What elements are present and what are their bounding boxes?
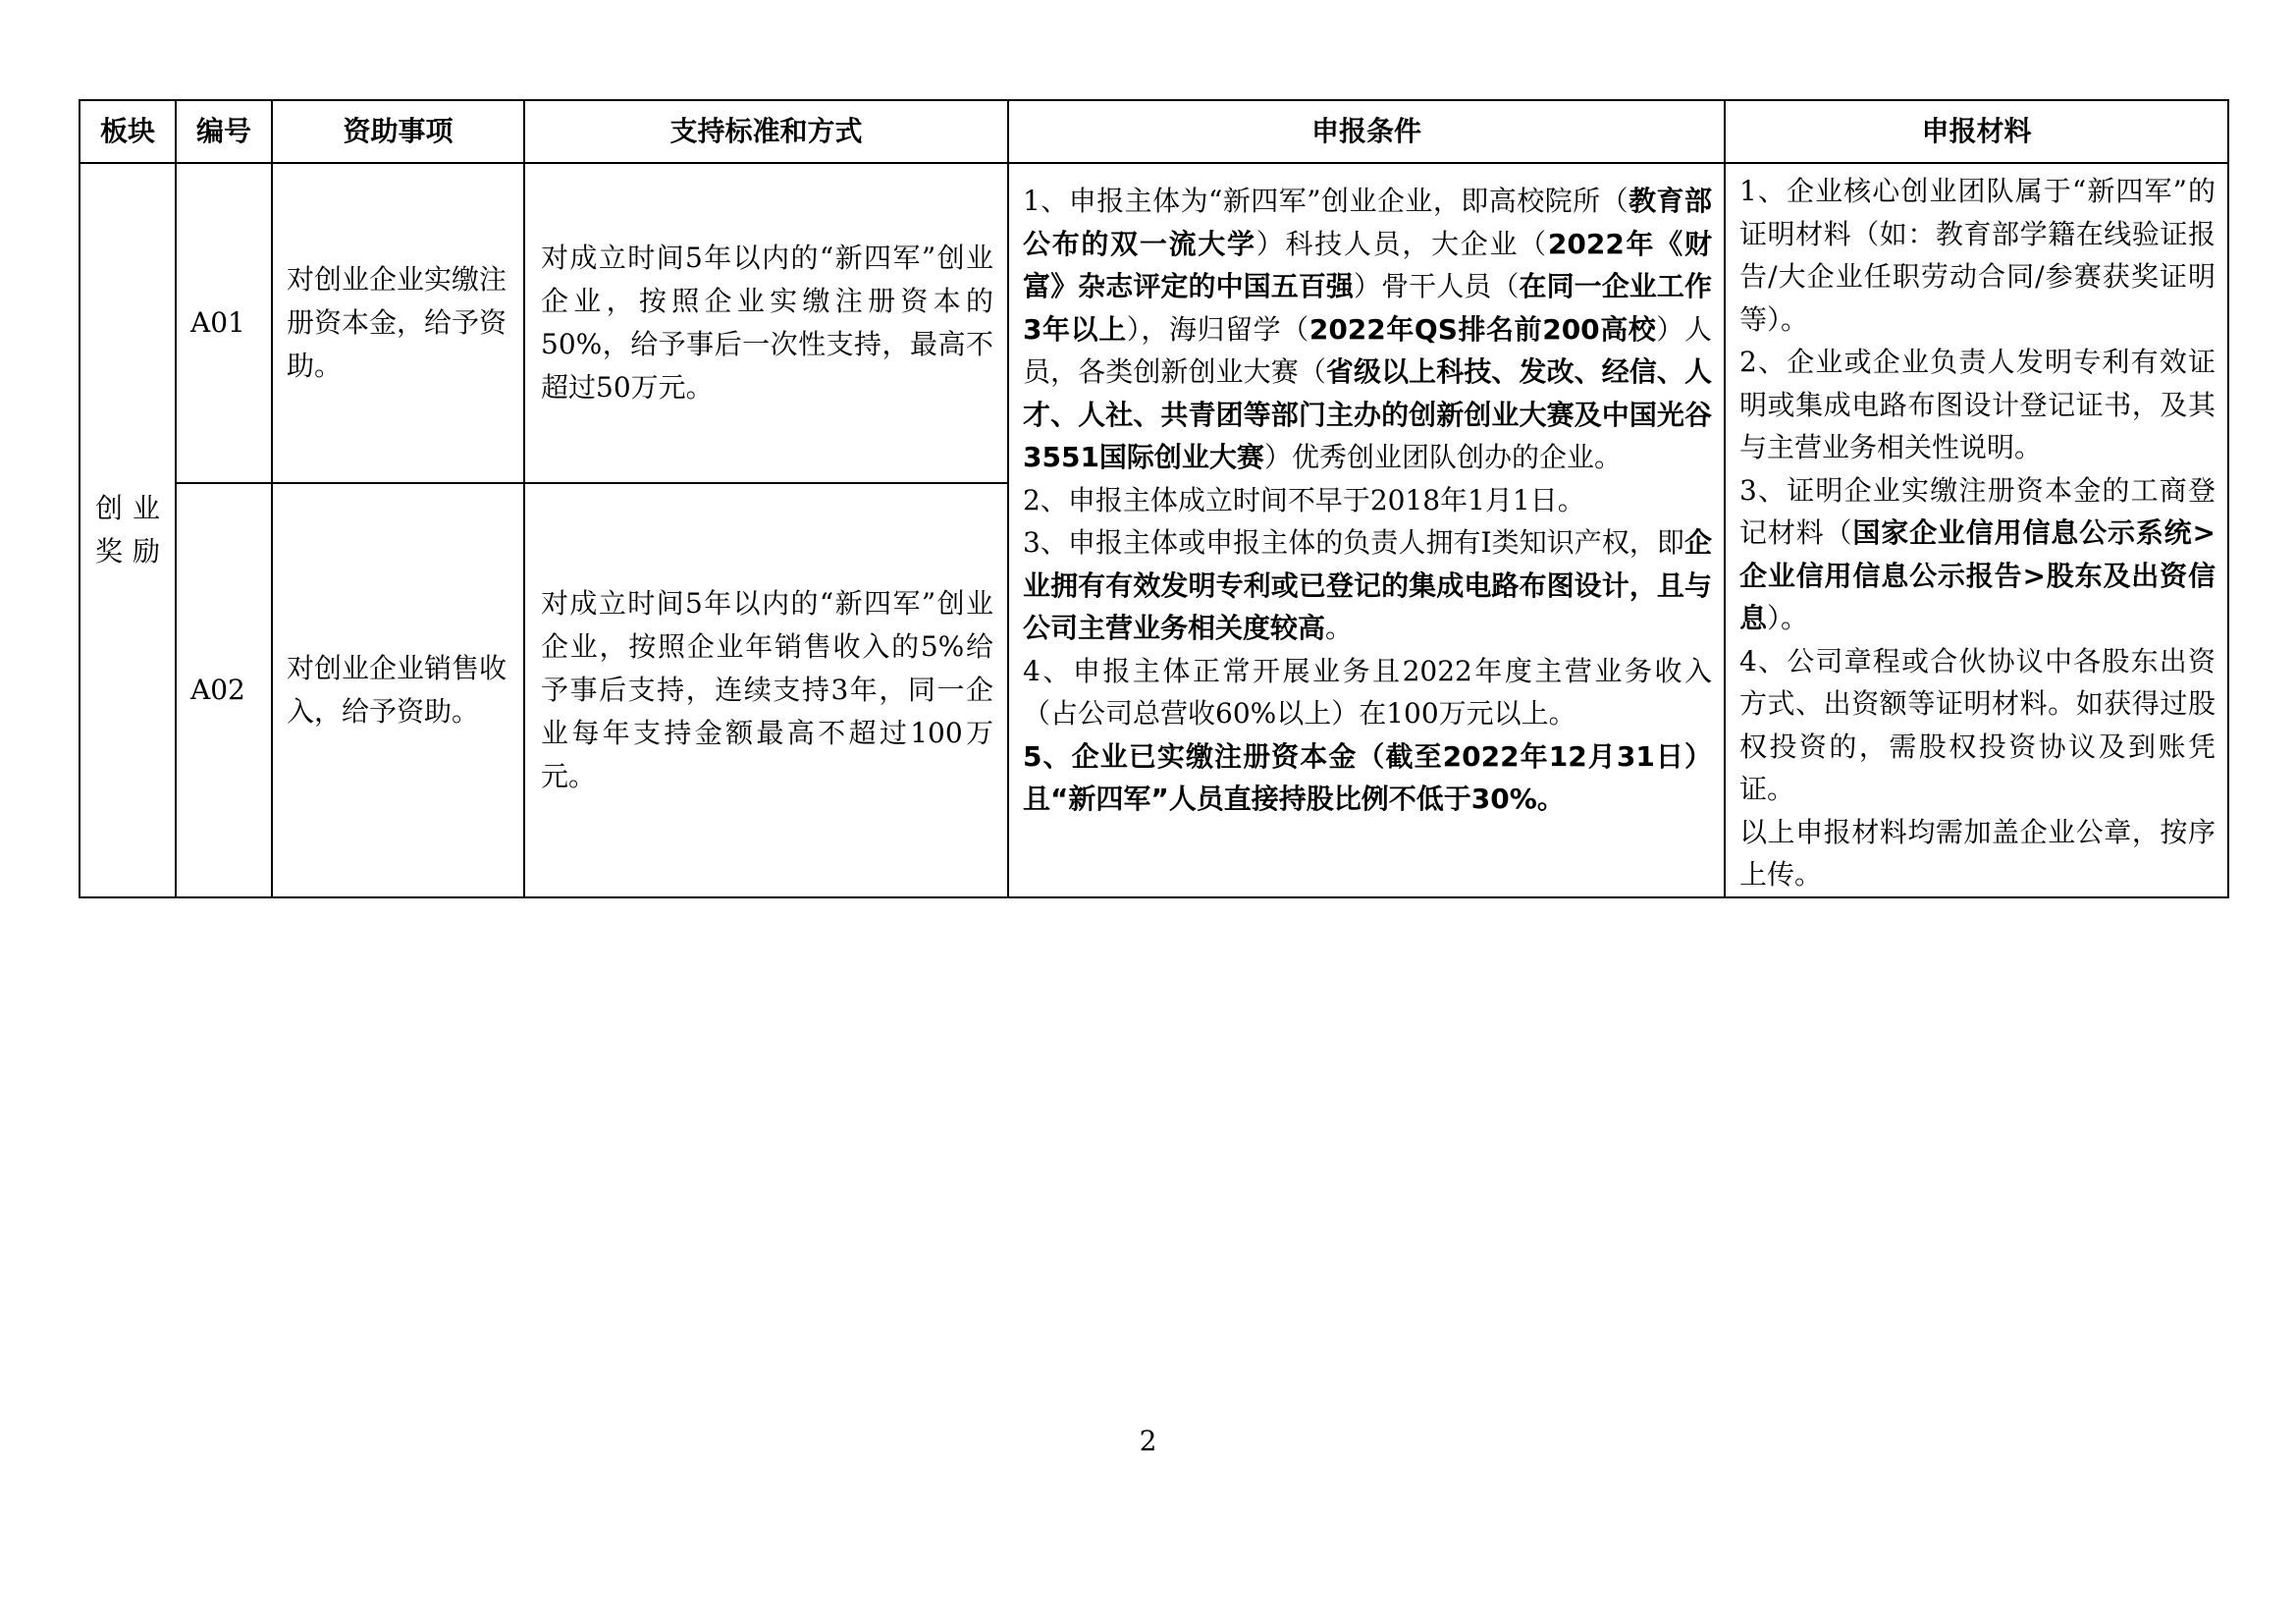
material-3-text: ）。 (1767, 602, 1809, 634)
item-cell: 对创业企业实缴注册资本金，给予资助。 (272, 163, 524, 483)
condition-1-text: ）人员，各类创新创业大赛（ (1023, 312, 1712, 388)
material-5: 以上申报材料均需加盖企业公章，按序上传。 (1739, 815, 2216, 891)
header-materials: 申报材料 (1725, 100, 2228, 163)
header-standard: 支持标准和方式 (524, 100, 1008, 163)
material-2: 2、企业或企业负责人发明专利有效证明或集成电路布图设计登记证书，及其与主营业务相关性说明。 (1739, 346, 2216, 463)
material-4: 4、公司章程或合伙协议中各股东出资方式、出资额等证明材料。如获得过股权投资的，需股权投资协议及到账凭证。 (1739, 644, 2216, 805)
page-number: 2 (1139, 1425, 1157, 1457)
condition-1-bold: 省级以上科技、发改、经信、人才、人社、共青团等部门主办的创新创业大赛及中国光谷3551国际创业大赛 (1023, 355, 1712, 473)
section-cell (80, 163, 176, 897)
condition-1-text: ），海归留学（ (1126, 312, 1309, 346)
material-3-bold: 国家企业信用信息公示系统>企业信用信息公示报告>股东及出资信息 (1739, 516, 2216, 634)
condition-1-bold: 在同一企业工作3年以上 (1023, 270, 1712, 346)
condition-1-bold: 教育部公布的双一流大学 (1023, 185, 1712, 260)
condition-1-bold: 2022年《财富》杂志评定的中国五百强 (1023, 227, 1712, 302)
condition-3-bold: 企业拥有有效发明专利或已登记的集成电路布图设计，且与公司主营业务相关度较高 (1023, 526, 1712, 644)
header-row (80, 100, 2228, 163)
condition-3-text: 。 (1325, 612, 1354, 644)
condition-1-text: ）骨干人员（ (1353, 270, 1520, 302)
condition-3-text: 3、申报主体或申报主体的负责人拥有I类知识产权，即 (1023, 526, 1684, 559)
condition-5: 5、企业已实缴注册资本金（截至2022年12月31日）且“新四军”人员直接持股比例不低于30%。 (1023, 739, 1712, 815)
condition-3 (1023, 521, 1712, 650)
conditions-cell (1008, 163, 1725, 897)
item-cell: 对创业企业销售收入，给予资助。 (272, 483, 524, 897)
condition-1-text: ）优秀创业团队创办的企业。 (1263, 441, 1622, 473)
header-code: 编号 (176, 100, 272, 163)
condition-1-text: 1、申报主体为“新四军”创业企业，即高校院所（ (1023, 185, 1629, 217)
standard-cell: 对成立时间5年以内的“新四军”创业企业，按照企业年销售收入的5%给予事后支持，连续支持3年，同一企业每年支持金额最高不超过100万元。 (524, 483, 1008, 897)
header-section: 板块 (80, 100, 176, 163)
funding-table (79, 99, 2229, 898)
material-3 (1739, 469, 2216, 640)
condition-4: 4、申报主体正常开展业务且2022年度主营业务收入（占公司总营收60%以上）在100万元以上。 (1023, 654, 1712, 730)
material-3-text: 3、证明企业实缴注册资本金的工商登记材料（ (1739, 473, 2216, 549)
code-cell: A02 (176, 483, 272, 897)
standard-cell: 对成立时间5年以内的“新四军”创业企业，按照企业实缴注册资本的50%，给予事后一次性支持，最高不超过50万元。 (524, 163, 1008, 483)
condition-1-text: ）科技人员，大企业（ (1255, 227, 1548, 260)
condition-1-bold: 2022年QS排名前200高校 (1308, 312, 1657, 346)
materials-cell (1725, 163, 2228, 897)
table-row (80, 163, 2228, 483)
material-1: 1、企业核心创业团队属于“新四军”的证明材料（如：教育部学籍在线验证报告/大企业任职劳动合同/参赛获奖证明等）。 (1739, 175, 2216, 336)
condition-2: 2、申报主体成立时间不早于2018年1月1日。 (1023, 483, 1585, 516)
section-label: 创业 奖励 (94, 491, 170, 568)
header-conditions: 申报条件 (1008, 100, 1725, 163)
code-cell: A01 (176, 163, 272, 483)
condition-1 (1023, 180, 1712, 479)
header-item: 资助事项 (272, 100, 524, 163)
